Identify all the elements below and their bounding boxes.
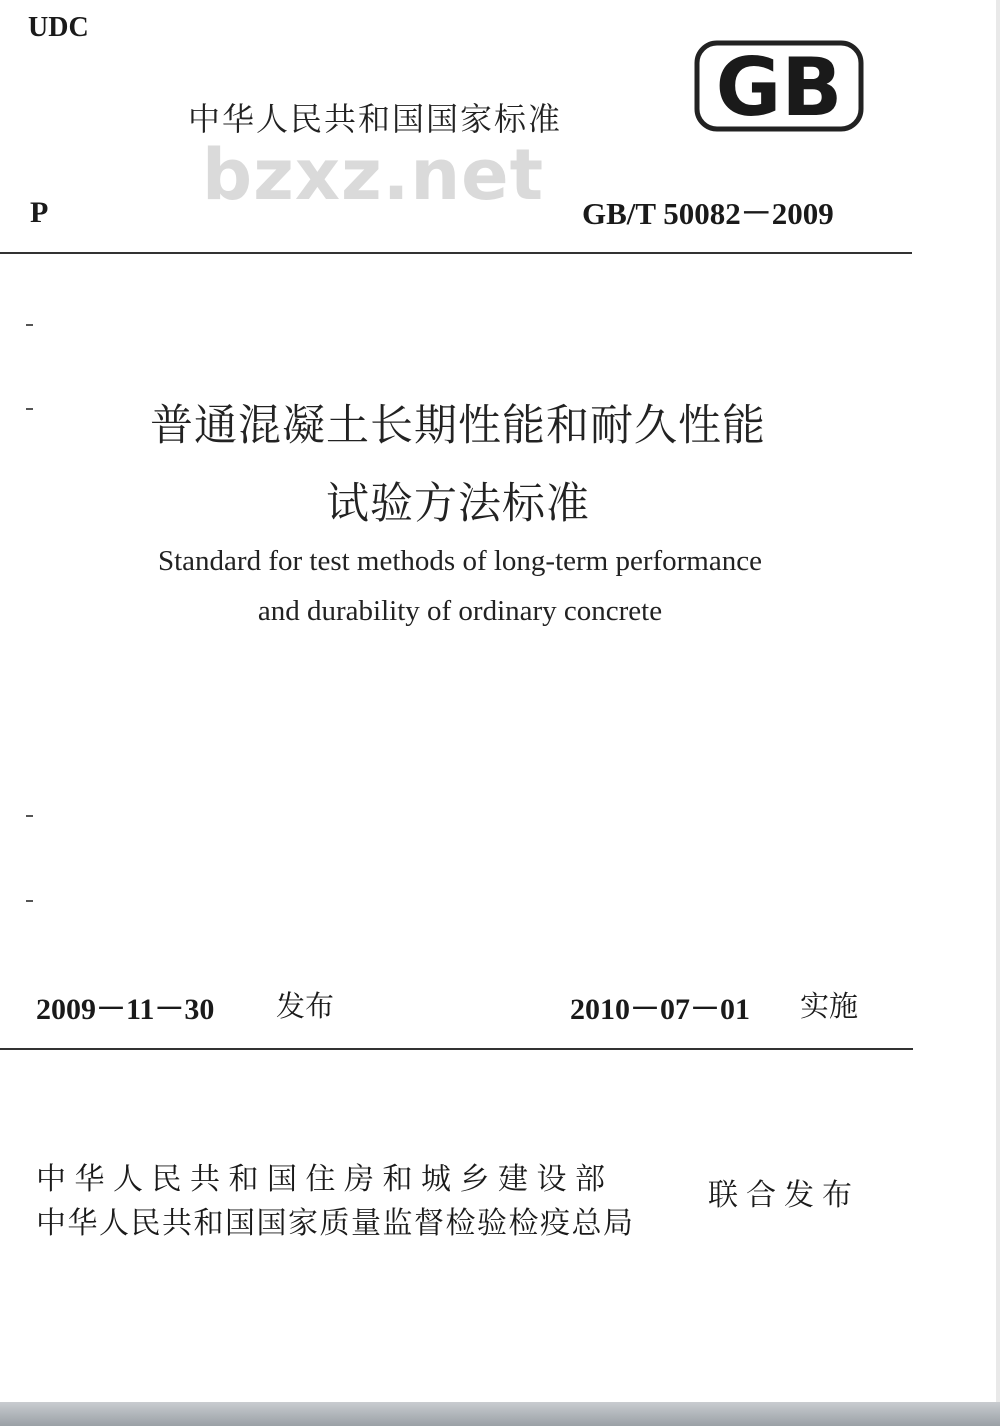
issue-date: 2009－11－30 [36,993,215,1026]
english-title-line2: and durability of ordinary concrete [257,595,663,627]
bottom-divider [0,1048,913,1050]
viewer-bottom-bar [0,1402,1000,1426]
top-divider [0,252,912,254]
chinese-title-line2: 试验方法标准 [326,479,590,529]
joint-publish-label: 联合发布 [708,1178,860,1213]
effective-label: 实施 [800,989,859,1023]
english-title-line1: Standard for test methods of long-term performance [158,545,762,577]
margin-mark [26,324,33,326]
effective-date: 2010－07－01 [570,993,750,1026]
chinese-title-line1: 普通混凝土长期性能和耐久性能 [150,401,766,451]
gb-logo [694,40,864,132]
gb-logo-text: GB [715,41,843,132]
national-standard-heading: 中华人民共和国国家标准 [188,100,563,138]
watermark: bzxz.net [202,134,545,216]
margin-mark [26,815,33,817]
issue-label: 发布 [276,989,335,1023]
publisher-line1: 中华人民共和国住房和城乡建设部 [36,1162,614,1197]
margin-mark [26,900,33,902]
publisher-line2: 中华人民共和国国家质量监督检验检疫总局 [36,1206,635,1241]
page-edge [996,0,1000,1402]
category-code: P [30,196,49,229]
standard-number: GB/T 50082－2009 [582,196,834,231]
udc-label: UDC [28,12,89,43]
